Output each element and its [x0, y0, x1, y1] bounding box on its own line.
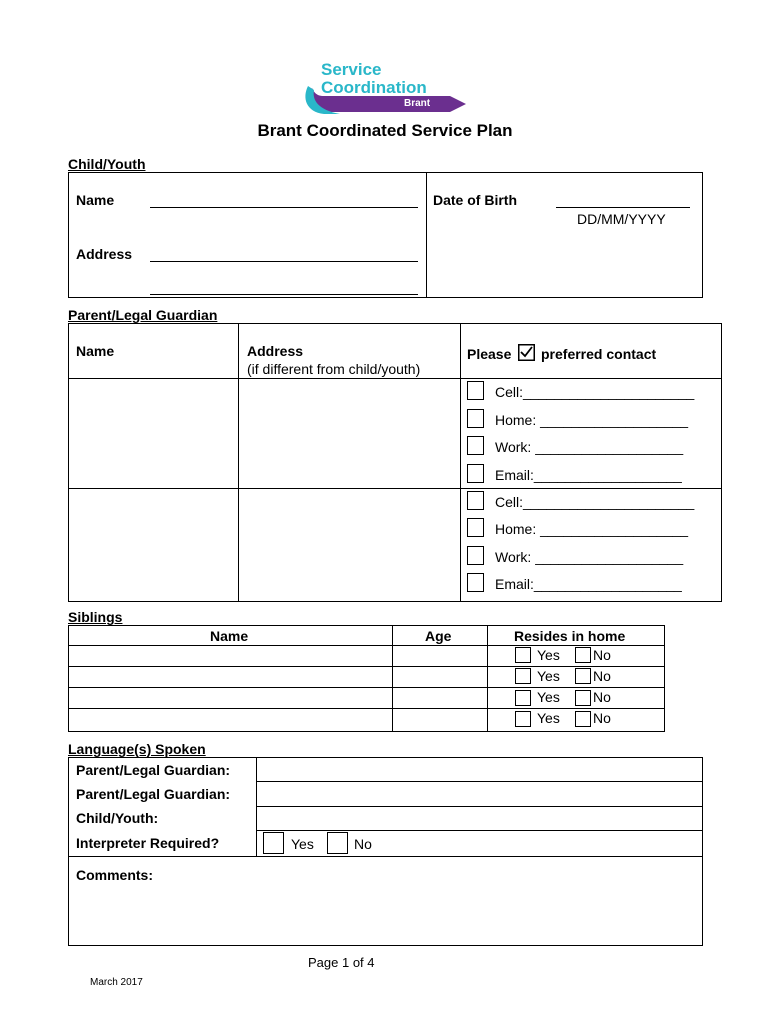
dob-label: Date of Birth — [433, 192, 517, 208]
siblings-col-divider-2 — [487, 625, 488, 731]
resides-yes-checkbox[interactable] — [515, 690, 531, 706]
parent-col-address: Address — [247, 343, 304, 359]
resides-yes-label: Yes — [537, 689, 560, 705]
resides-no-label: No — [593, 689, 611, 705]
contact-email-label: Email:___________________ — [495, 576, 682, 592]
resides-yes-checkbox[interactable] — [515, 668, 531, 684]
contact-checkbox[interactable] — [467, 381, 484, 400]
parent-heading: Parent/Legal Guardian — [68, 307, 218, 323]
siblings-row-line — [68, 645, 664, 646]
contact-work-label: Work: ___________________ — [495, 439, 684, 455]
contact-home-label: Home: ___________________ — [495, 412, 689, 428]
parent-col-address-note: (if different from child/youth) — [247, 361, 421, 377]
siblings-heading: Siblings — [68, 609, 123, 625]
siblings-row-line — [68, 687, 664, 688]
resides-no-checkbox[interactable] — [575, 690, 591, 706]
contact-checkbox[interactable] — [467, 518, 484, 537]
contact-home-label: Home: ___________________ — [495, 521, 689, 537]
siblings-col-name: Name — [210, 628, 249, 644]
resides-yes-checkbox[interactable] — [515, 711, 531, 727]
child-youth-box — [68, 172, 703, 298]
language-parent-label: Parent/Legal Guardian: — [76, 762, 231, 778]
interpreter-label: Interpreter Required? — [76, 835, 220, 851]
checkbox-checked-icon — [518, 344, 535, 361]
parent-col-name: Name — [76, 343, 115, 359]
resides-yes-label: Yes — [537, 647, 560, 663]
contact-checkbox[interactable] — [467, 573, 484, 592]
language-heading: Language(s) Spoken — [68, 741, 206, 757]
logo-line3: Brant — [404, 98, 431, 109]
parent-col-contact-post: preferred contact — [541, 346, 657, 362]
contact-email-label: Email:___________________ — [495, 467, 682, 483]
contact-cell-label: Cell:______________________ — [495, 494, 695, 510]
parent-col-divider-1 — [238, 323, 239, 601]
child-youth-heading: Child/Youth — [68, 156, 146, 172]
resides-no-label: No — [593, 647, 611, 663]
resides-no-label: No — [593, 668, 611, 684]
parent-col-contact-pre: Please — [467, 346, 512, 362]
siblings-row-line — [68, 708, 664, 709]
siblings-col-resides: Resides in home — [514, 628, 626, 644]
siblings-col-divider-1 — [392, 625, 393, 731]
parent-row-line — [68, 488, 721, 489]
interpreter-yes-checkbox[interactable] — [263, 832, 284, 854]
child-address-field-1[interactable] — [150, 261, 418, 262]
child-youth-divider — [426, 172, 427, 297]
interpreter-no-label: No — [354, 836, 372, 852]
interpreter-no-checkbox[interactable] — [327, 832, 348, 854]
siblings-col-age: Age — [425, 628, 452, 644]
parent-col-divider-2 — [460, 323, 461, 601]
language-row-line — [256, 806, 702, 807]
logo-line1: Service — [321, 60, 382, 79]
page-number: Page 1 of 4 — [308, 955, 375, 970]
language-parent-label: Parent/Legal Guardian: — [76, 786, 231, 802]
parent-header-row-line — [68, 378, 721, 379]
service-coordination-logo — [300, 58, 470, 120]
comments-label: Comments: — [76, 867, 154, 883]
siblings-row-line — [68, 666, 664, 667]
language-row-line — [68, 856, 702, 857]
interpreter-yes-label: Yes — [291, 836, 314, 852]
resides-yes-label: Yes — [537, 668, 560, 684]
contact-checkbox[interactable] — [467, 409, 484, 428]
child-name-label: Name — [76, 192, 115, 208]
resides-no-label: No — [593, 710, 611, 726]
child-address-label: Address — [76, 246, 133, 262]
resides-no-checkbox[interactable] — [575, 711, 591, 727]
footer-date: March 2017 — [90, 977, 143, 988]
language-row-line — [256, 830, 702, 831]
language-row-line — [256, 781, 702, 782]
language-child-label: Child/Youth: — [76, 810, 159, 826]
logo-line2: Coordination — [321, 78, 427, 97]
dob-field[interactable] — [556, 207, 690, 208]
resides-no-checkbox[interactable] — [575, 647, 591, 663]
resides-no-checkbox[interactable] — [575, 668, 591, 684]
contact-checkbox[interactable] — [467, 491, 484, 510]
child-address-field-2[interactable] — [150, 294, 418, 295]
contact-checkbox[interactable] — [467, 464, 484, 483]
resides-yes-label: Yes — [537, 710, 560, 726]
contact-work-label: Work: ___________________ — [495, 549, 684, 565]
resides-yes-checkbox[interactable] — [515, 647, 531, 663]
contact-cell-label: Cell:______________________ — [495, 384, 695, 400]
contact-checkbox[interactable] — [467, 436, 484, 455]
child-name-field[interactable] — [150, 207, 418, 208]
dob-format-hint: DD/MM/YYYY — [577, 211, 666, 227]
contact-checkbox[interactable] — [467, 546, 484, 565]
page-title: Brant Coordinated Service Plan — [257, 121, 513, 140]
